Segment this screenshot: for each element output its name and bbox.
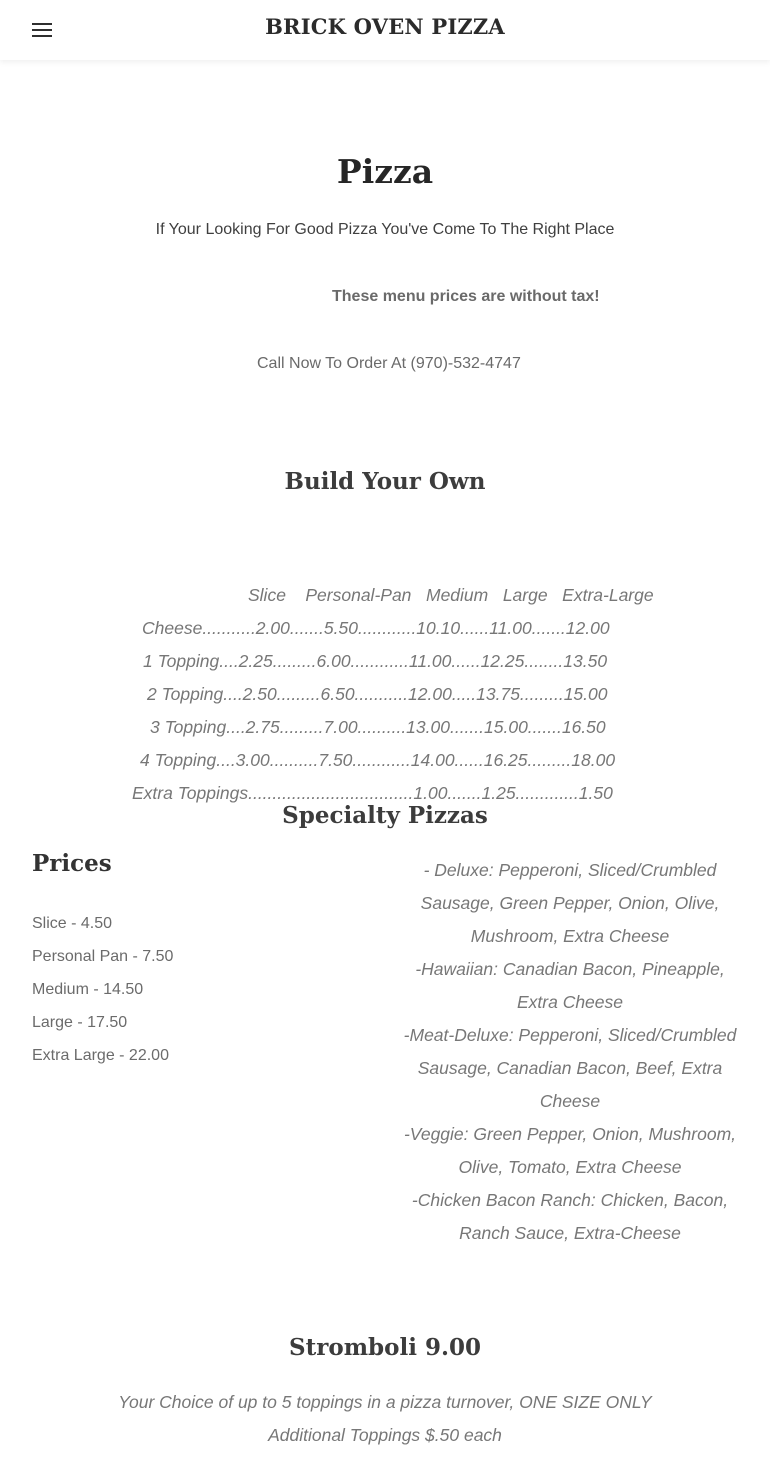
stromboli-line-2: Additional Toppings $.50 each: [268, 1425, 502, 1445]
price-personal-pan: Personal Pan - 7.50: [32, 948, 174, 965]
build-your-own-heading: Build Your Own: [284, 468, 486, 495]
price-slice: Slice - 4.50: [32, 915, 113, 932]
price-large: Large - 17.50: [32, 1014, 128, 1031]
specialty-pizza-list: [400, 854, 740, 1250]
tagline: If Your Looking For Good Pizza You've Come To The Right Place: [155, 221, 615, 238]
specialty-deluxe: - Deluxe: Pepperoni, Sliced/Crumbled Sausage, Green Pepper, Onion, Olive, Mushroom, Extra Cheese: [420, 860, 720, 946]
specialty-meat-deluxe: -Meat-Deluxe: Pepperoni, Sliced/Crumbled Sausage, Canadian Bacon, Beef, Extra Cheese: [403, 1025, 737, 1111]
page-title: Pizza: [336, 152, 434, 191]
price-row-extra-toppings: Extra Toppings..................................1.00.......1.25.............1.50: [132, 783, 613, 803]
price-extra-large: Extra Large - 22.00: [32, 1047, 169, 1064]
site-title[interactable]: BRICK OVEN PIZZA: [265, 14, 505, 39]
specialty-hawaiian: -Hawaiian: Canadian Bacon, Pineapple, Extra Cheese: [415, 959, 725, 1012]
stromboli-heading: Stromboli 9.00: [289, 1334, 481, 1361]
price-row-cheese: Cheese...........2.00.......5.50............10.10......11.00.......12.00: [142, 618, 610, 638]
price-row-2-topping: 2 Topping....2.50.........6.50...........12.00.....13.75.........15.00: [147, 684, 608, 704]
call-to-order: Call Now To Order At (970)-532-4747: [257, 355, 521, 372]
specialty-chicken-bacon-ranch: -Chicken Bacon Ranch: Chicken, Bacon, Ranch Sauce, Extra-Cheese: [411, 1190, 729, 1243]
specialty-pizzas-heading: Specialty Pizzas: [282, 802, 488, 829]
price-row-3-topping: 3 Topping....2.75.........7.00..........13.00.......15.00.......16.50: [150, 717, 606, 737]
price-row-1-topping: 1 Topping....2.25.........6.00............11.00......12.25........13.50: [143, 651, 608, 671]
size-header-row: Slice Personal-Pan Medium Large Extra-Large: [248, 585, 654, 605]
stromboli-description: [0, 1386, 770, 1452]
prices-heading: Prices: [32, 850, 112, 877]
tax-note: These menu prices are without tax!: [332, 288, 600, 305]
stromboli-line-1: Your Choice of up to 5 toppings in a pizza turnover, ONE SIZE ONLY: [118, 1392, 652, 1412]
price-row-4-topping: 4 Topping....3.00..........7.50............14.00......16.25.........18.00: [140, 750, 616, 770]
specialty-price-list: [32, 907, 173, 1072]
site-header: [0, 0, 770, 60]
price-medium: Medium - 14.50: [32, 981, 144, 998]
specialty-veggie: -Veggie: Green Pepper, Onion, Mushroom, Olive, Tomato, Extra Cheese: [403, 1124, 737, 1177]
